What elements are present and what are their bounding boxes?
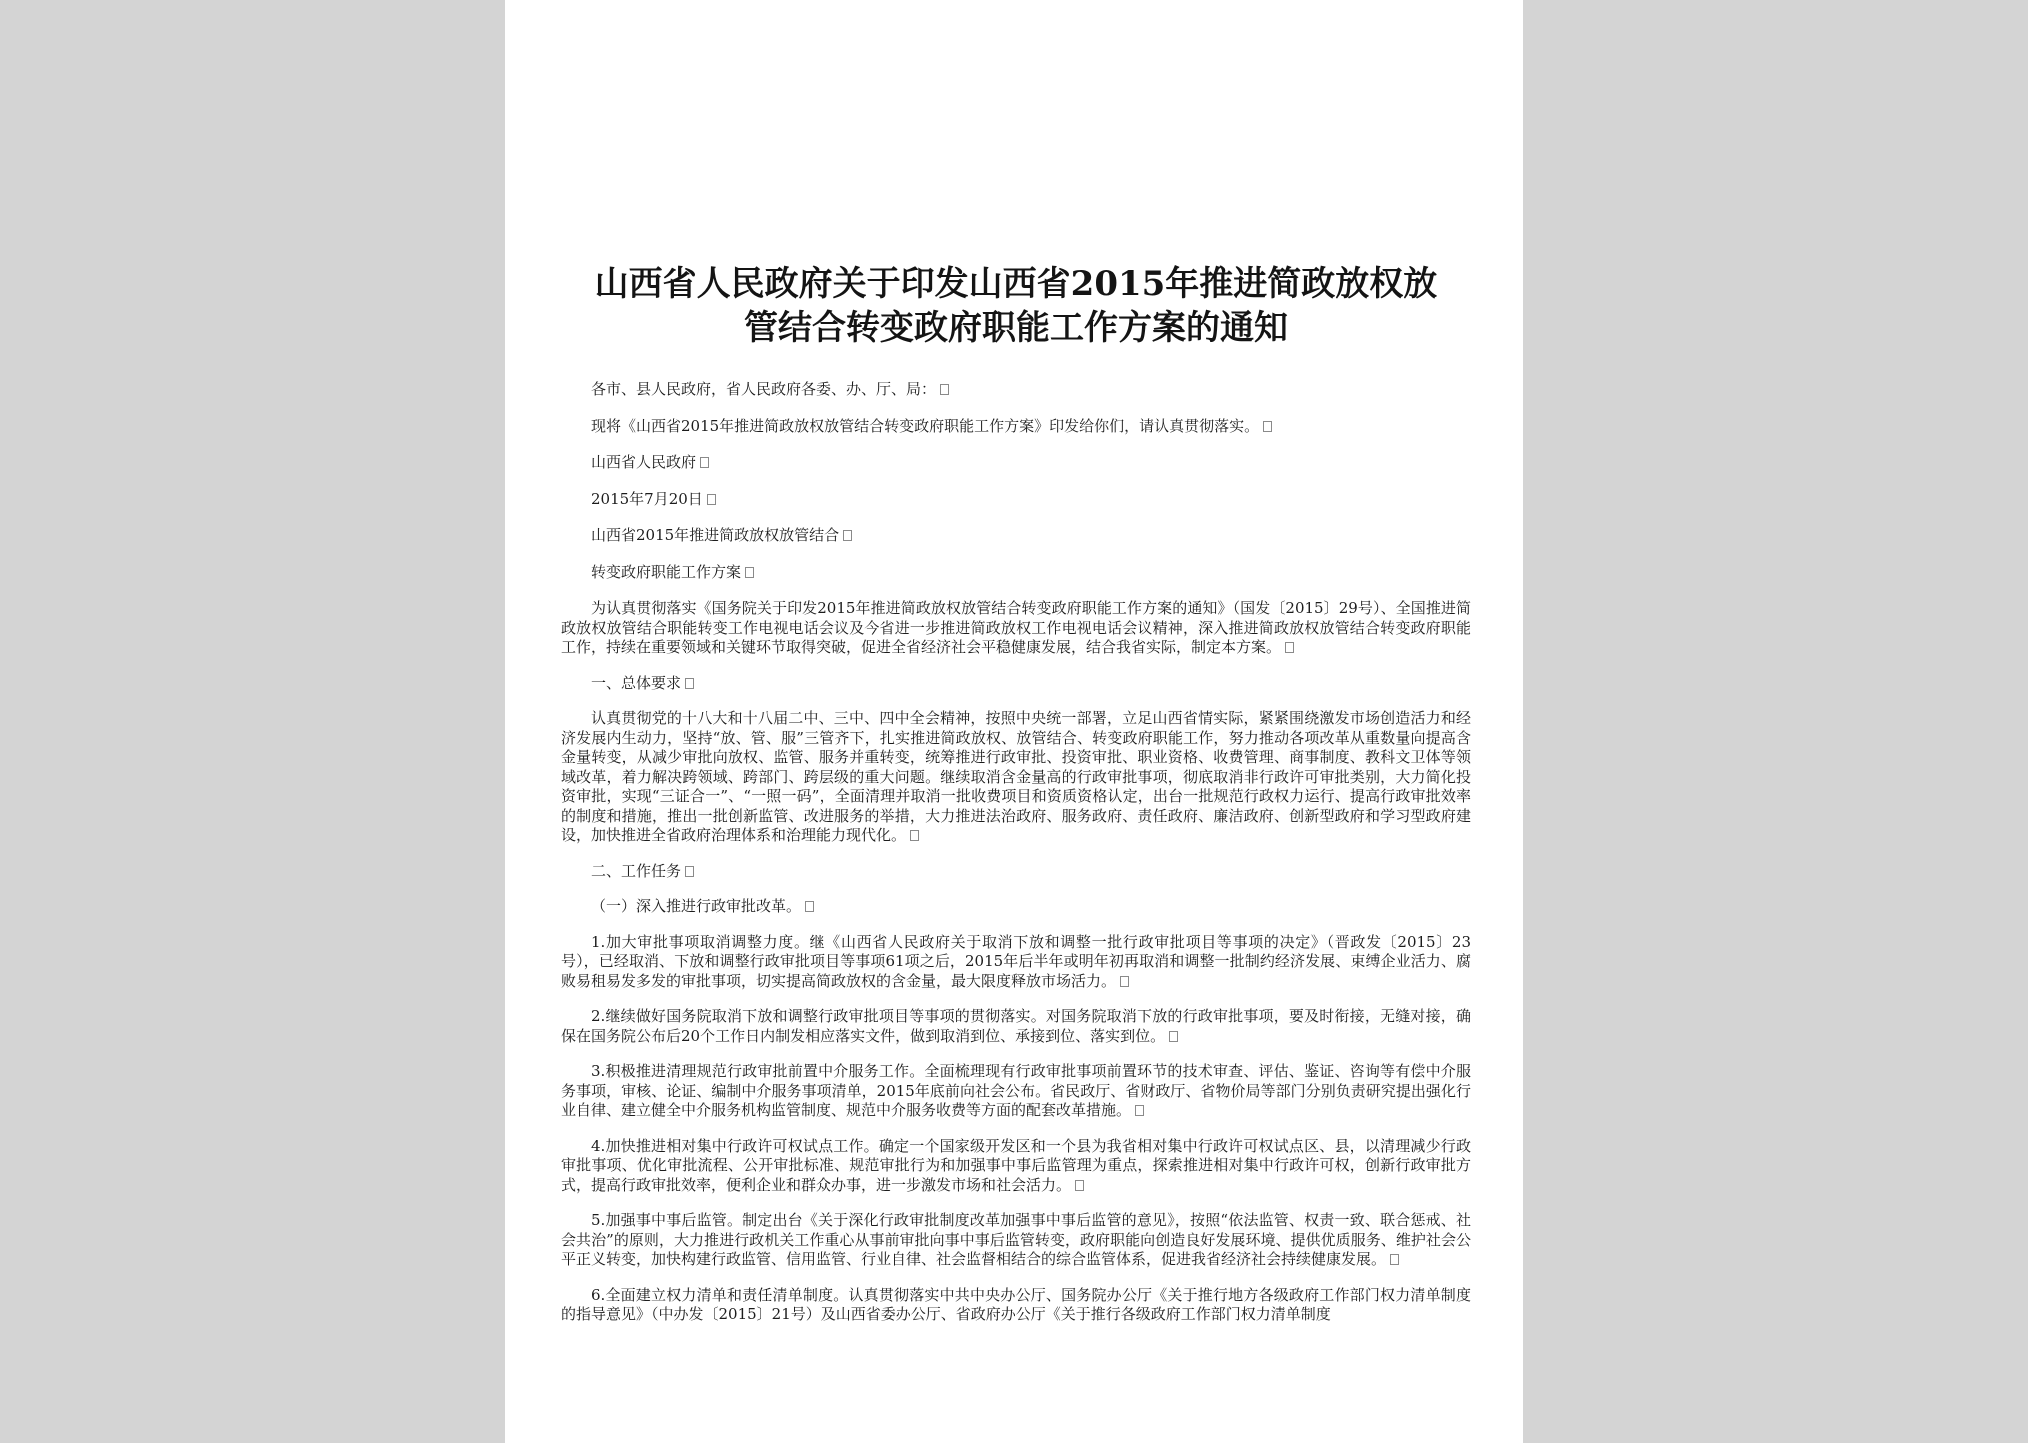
paragraph-end-mark-icon (685, 866, 694, 877)
paragraph (561, 599, 1471, 658)
document-title (561, 262, 1471, 350)
paragraph-end-mark-icon (805, 901, 814, 912)
paragraph-text: 3.积极推进清理规范行政审批前置中介服务工作。全面梳理现有行政审批事项前置环节的技术审查、评估、鉴证、咨询等有偿中介服务事项，审核、论证、编制中介服务事项清单，2015年底前向社会公布。省民政厅、省财政厅、省物价局等部门分别负责研究提出强化行业自律、建立健全中介服务机构监管制度、规范中介服务收费等方面的配套改革措施。 (561, 1062, 1471, 1119)
paragraph-text: 认真贯彻党的十八大和十八届二中、三中、四中全会精神，按照中央统一部署，立足山西省情实际，紧紧围绕激发市场创造活力和经济发展内生动力，坚持“放、管、服”三管齐下，扎实推进简政放权、放管结合、转变政府职能工作，努力推动各项改革从重数量向提高含金量转变，从减少审批向放权、监管、服务并重转变，统筹推进行政审批、投资审批、职业资格、收费管理、商事制度、教科文卫体等领域改革，着力解决跨领域、跨部门、跨层级的重大问题。继续取消含金量高的行政审批事项，彻底取消非行政许可审批类别，大力简化投资审批，实现“三证合一”、“一照一码”，全面清理并取消一批收费项目和资质资格认定，出台一批规范行政权力运行、提高行政审批效率的制度和措施，推出一批创新监管、改进服务的举措，大力推进法治政府、服务政府、责任政府、廉洁政府、创新型政府和学习型政府建设，加快推进全省政府治理体系和治理能力现代化。 (561, 709, 1471, 844)
document-body (561, 380, 1471, 1325)
section-heading (561, 862, 1471, 882)
paragraph (561, 1211, 1471, 1270)
paragraph-end-mark-icon (707, 494, 716, 505)
paragraph-end-mark-icon (1075, 1180, 1084, 1191)
paragraph (561, 1007, 1471, 1046)
paragraph-text: 4.加快推进相对集中行政许可权试点工作。确定一个国家级开发区和一个县为我省相对集中行政许可权试点区、县，以清理减少行政审批事项、优化审批流程、公开审批标准、规范审批行为和加强事中事后监管理为重点，探索推进相对集中行政许可权，创新行政审批方式，提高行政审批效率，便利企业和群众办事，进一步激发市场和社会活力。 (561, 1136, 1471, 1194)
paragraph-end-mark-icon (700, 457, 709, 468)
paragraph-text: 2.继续做好国务院取消下放和调整行政审批项目等事项的贯彻落实。对国务院取消下放的行政审批事项，要及时衔接，无缝对接，确保在国务院公布后20个工作日内制发相应落实文件，做到取消到位、承接到位、落实到位。 (561, 1007, 1471, 1045)
paragraph (561, 417, 1471, 437)
paragraph-text: （一）深入推进行政审批改革。 (591, 897, 802, 915)
paragraph-end-mark-icon (1285, 642, 1294, 653)
section-heading (561, 674, 1471, 694)
paragraph-end-mark-icon (1135, 1105, 1144, 1116)
paragraph (561, 563, 1471, 583)
paragraph (561, 709, 1471, 846)
paragraph (561, 490, 1471, 510)
paragraph (561, 1137, 1471, 1196)
paragraph (561, 526, 1471, 546)
paragraph-end-mark-icon (843, 530, 852, 541)
paragraph-text: 为认真贯彻落实《国务院关于印发2015年推进简政放权放管结合转变政府职能工作方案的通知》（国发〔2015〕29号）、全国推进简政放权放管结合职能转变工作电视电话会议及今省进一步推进简政放权工作电视电话会议精神，深入推进简政放权放管结合转变政府职能工作，持续在重要领域和关键环节取得突破，促进全省经济社会平稳健康发展，结合我省实际，制定本方案。 (561, 599, 1471, 656)
paragraph (561, 933, 1471, 992)
section-heading (561, 897, 1471, 917)
paragraph-text: 2015年7月20日 (591, 489, 703, 508)
paragraph-end-mark-icon (685, 678, 694, 689)
paragraph-text: 山西省2015年推进简政放权放管结合 (591, 526, 840, 544)
paragraph (561, 1286, 1471, 1325)
paragraph-text: 转变政府职能工作方案 (591, 562, 742, 581)
paragraph-end-mark-icon (1263, 421, 1272, 432)
paragraph-text: 山西省人民政府 (591, 453, 697, 471)
paragraph-end-mark-icon (1120, 976, 1129, 987)
paragraph-end-mark-icon (1390, 1254, 1399, 1265)
paragraph (561, 453, 1471, 473)
paragraph-end-mark-icon (910, 830, 919, 841)
paragraph-text: 1.加大审批事项取消调整力度。继《山西省人民政府关于取消下放和调整一批行政审批项目等事项的决定》（晋政发〔2015〕23号），已经取消、下放和调整行政审批项目等事项61项之后，2015年后半年或明年初再取消和调整一批制约经济发展、束缚企业活力、腐败易租易发多发的审批事项，切实提高简政放权的含金量，最大限度释放市场活力。 (561, 932, 1471, 990)
title-line-2: 管结合转变政府职能工作方案的通知 (744, 308, 1288, 348)
paragraph-end-mark-icon (745, 567, 754, 578)
paragraph (561, 380, 1471, 400)
paragraph-text: 现将《山西省2015年推进简政放权放管结合转变政府职能工作方案》印发给你们，请认真贯彻落实。 (591, 416, 1260, 435)
paragraph-end-mark-icon (940, 384, 949, 395)
title-line-1: 山西省人民政府关于印发山西省2015年推进简政放权放 (594, 264, 1438, 304)
paragraph-text: 二、工作任务 (591, 861, 682, 880)
paragraph-text: 一、总体要求 (591, 673, 682, 692)
paragraph-end-mark-icon (1169, 1031, 1178, 1042)
document-page (505, 0, 1523, 1443)
paragraph-text: 各市、县人民政府，省人民政府各委、办、厅、局： (591, 380, 937, 398)
document-content (561, 262, 1471, 1341)
paragraph-text: 5.加强事中事后监管。制定出台《关于深化行政审批制度改革加强事中事后监管的意见》，按照“依法监管、权责一致、联合惩戒、社会共治”的原则，大力推进行政机关工作重心从事前审批向事中事后监管转变，政府职能向创造良好发展环境、提供优质服务、维护社会公平正义转变，加快构建行政监管、信用监管、行业自律、社会监督相结合的综合监管体系，促进我省经济社会持续健康发展。 (561, 1211, 1471, 1268)
paragraph (561, 1062, 1471, 1121)
paragraph-text: 6.全面建立权力清单和责任清单制度。认真贯彻落实中共中央办公厅、国务院办公厅《关于推行地方各级政府工作部门权力清单制度的指导意见》（中办发〔2015〕21号）及山西省委办公厅、省政府办公厅《关于推行各级政府工作部门权力清单制度 (561, 1285, 1471, 1323)
